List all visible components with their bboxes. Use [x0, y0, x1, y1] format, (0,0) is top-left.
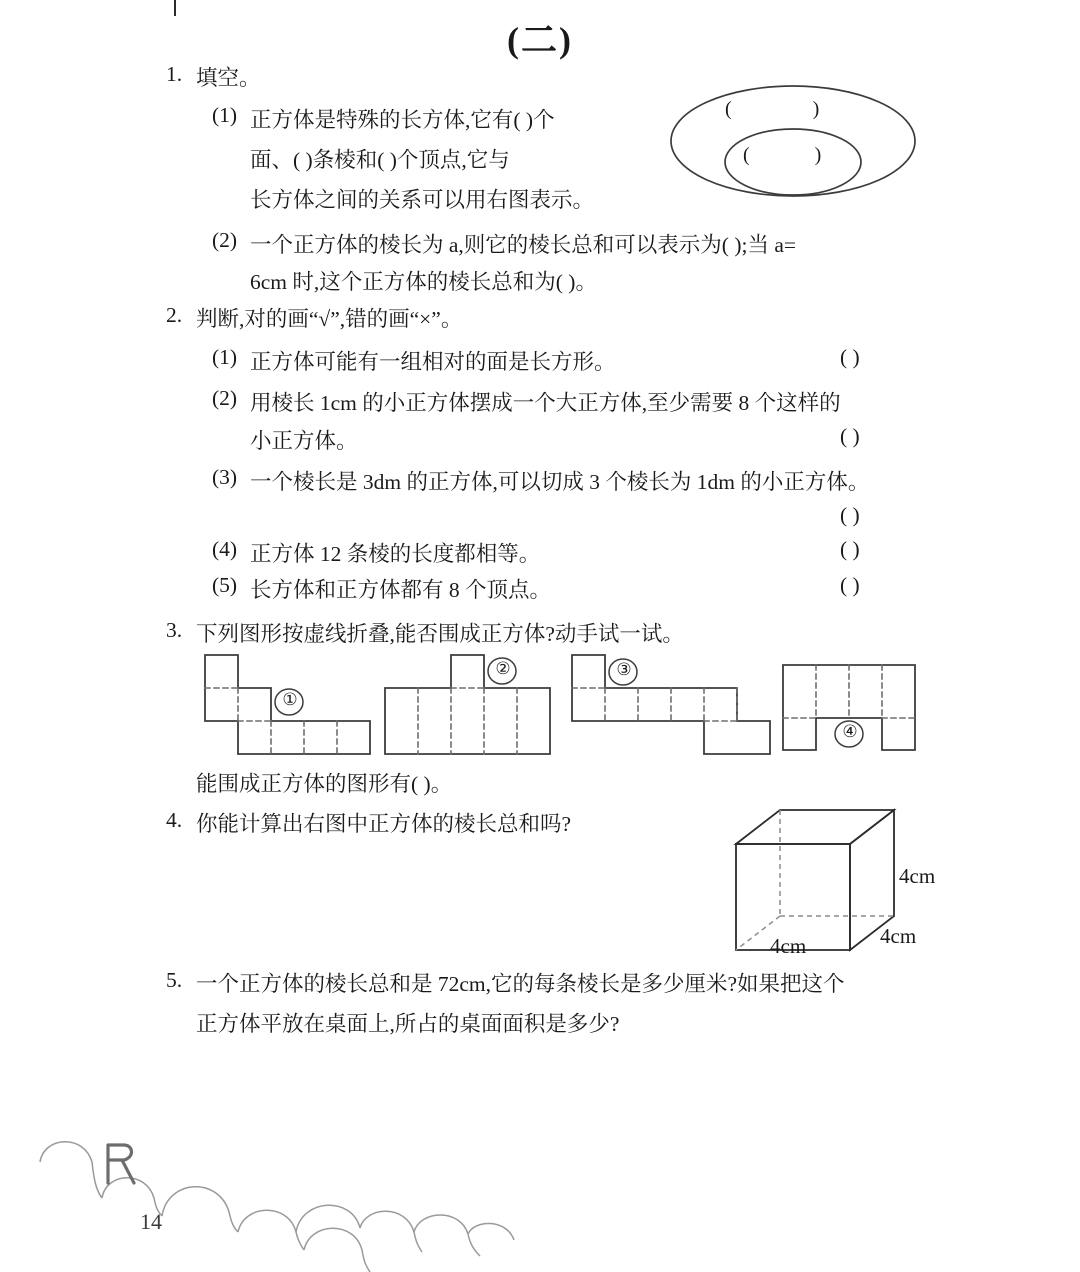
question-2-item-2-answer[interactable]: ( ) [840, 424, 860, 448]
question-5-line-2: 正方体平放在桌面上,所占的桌面面积是多少? [196, 1012, 620, 1036]
net-3-fold-lines [572, 688, 737, 721]
net-1-label: ① [282, 690, 298, 709]
page-number: 14 [140, 1209, 162, 1234]
question-2-item-1-answer[interactable]: ( ) [840, 345, 860, 369]
cube-label-side-bottom: 4cm [880, 924, 917, 948]
net-3-shape [572, 655, 770, 754]
venn-inner-blank[interactable]: ( ) [743, 144, 852, 166]
question-2-item-3-line-1: 一个棱长是 3dm 的正方体,可以切成 3 个棱长为 1dm 的小正方体。 [250, 470, 870, 494]
cube-figure [728, 802, 943, 957]
cube-label-front-bottom: 4cm [770, 934, 807, 958]
cube-top-face [736, 810, 894, 844]
question-2-item-5-line-1: 长方体和正方体都有 8 个顶点。 [250, 578, 552, 602]
question-2-item-4-label: (4) [212, 537, 238, 561]
question-1-item-1-line-2[interactable]: 面、( )条棱和( )个顶点,它与 [250, 148, 510, 172]
net-2-shape [385, 655, 550, 754]
question-1-item-1-line-1[interactable]: 正方体是特殊的长方体,它有( )个 [250, 108, 555, 132]
publisher-logo-icon [100, 1139, 142, 1187]
question-2-item-2-label: (2) [212, 386, 238, 410]
net-2-fold-lines [418, 688, 517, 754]
question-3-number: 3. [166, 618, 183, 642]
question-1-item-2-line-2[interactable]: 6cm 时,这个正方体的棱长总和为( )。 [250, 270, 597, 294]
cube-hidden-edges [736, 810, 894, 950]
question-2-item-5-answer[interactable]: ( ) [840, 573, 860, 597]
question-5-line-1: 一个正方体的棱长总和是 72cm,它的每条棱长是多少厘米?如果把这个 [196, 972, 845, 996]
question-2-item-4-answer[interactable]: ( ) [840, 537, 860, 561]
question-3-prompt: 下列图形按虚线折叠,能否围成正方体?动手试一试。 [196, 622, 684, 646]
question-2-item-2-line-1: 用棱长 1cm 的小正方体摆成一个大正方体,至少需要 8 个这样的 [250, 391, 841, 415]
question-2-item-3-answer[interactable]: ( ) [840, 503, 860, 527]
question-1-number: 1. [166, 62, 183, 86]
question-1-item-1-line-3: 长方体之间的关系可以用右图表示。 [250, 188, 595, 212]
net-4-fold-lines [783, 665, 915, 718]
venn-diagram [668, 82, 918, 200]
question-1-item-2-line-1[interactable]: 一个正方体的棱长为 a,则它的棱长总和可以表示为( );当 a= [250, 233, 797, 257]
question-2-item-3-label: (3) [212, 465, 238, 489]
question-1-prompt: 填空。 [196, 66, 261, 90]
cube-nets-figure-group [0, 645, 1080, 765]
question-2-item-1-label: (1) [212, 345, 238, 369]
question-1-item-2-label: (2) [212, 228, 238, 252]
question-2-number: 2. [166, 303, 183, 327]
page-title: (二) [507, 20, 573, 60]
question-2-item-5-label: (5) [212, 573, 238, 597]
question-4-prompt: 你能计算出右图中正方体的棱长总和吗? [196, 812, 572, 836]
question-2-item-1-line-1: 正方体可能有一组相对的面是长方形。 [250, 350, 616, 374]
cube-label-right: 4cm [899, 864, 936, 888]
question-3-closing[interactable]: 能围成正方体的图形有( )。 [196, 772, 453, 796]
net-4-label: ④ [842, 722, 858, 741]
question-2-item-4-line-1: 正方体 12 条棱的长度都相等。 [250, 542, 541, 566]
venn-outer-blank[interactable]: ( ) [725, 98, 858, 120]
question-4-number: 4. [166, 808, 183, 832]
question-2-prompt: 判断,对的画“√”,错的画“×”。 [196, 307, 463, 331]
question-2-item-2-line-2: 小正方体。 [250, 429, 358, 453]
question-5-number: 5. [166, 968, 183, 992]
net-2-label: ② [495, 659, 511, 678]
question-1-item-1-label: (1) [212, 103, 238, 127]
net-3-label: ③ [616, 660, 632, 679]
